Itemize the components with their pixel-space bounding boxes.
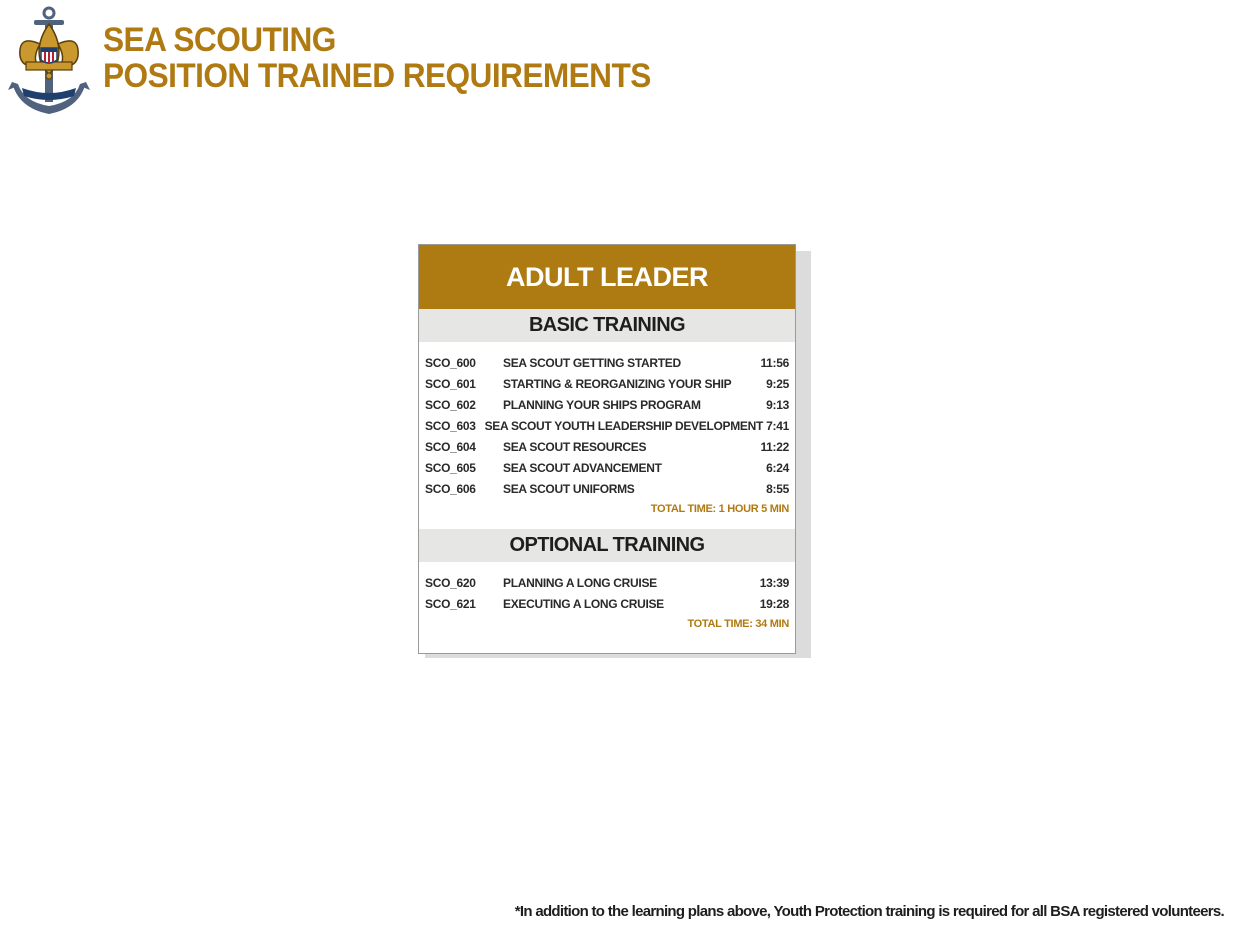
course-name: PLANNING A LONG CRUISE bbox=[503, 575, 657, 590]
course-time: 19:28 bbox=[759, 596, 789, 611]
course-name: PLANNING YOUR SHIPS PROGRAM bbox=[503, 397, 701, 412]
course-row bbox=[425, 394, 789, 415]
course-code: SCO_605 bbox=[425, 460, 476, 475]
page-title bbox=[103, 22, 651, 94]
basic-total-time: TOTAL TIME: 1 HOUR 5 MIN bbox=[650, 503, 789, 515]
course-code: SCO_600 bbox=[425, 355, 476, 370]
course-time: 11:22 bbox=[760, 439, 789, 454]
card-title: ADULT LEADER bbox=[419, 245, 795, 309]
course-name: EXECUTING A LONG CRUISE bbox=[503, 596, 664, 611]
course-time: 11:56 bbox=[760, 355, 789, 370]
youth-protection-footnote: *In addition to the learning plans above, Youth Protection training is required for all BSA registered volunteers. bbox=[514, 903, 1224, 920]
basic-training-list bbox=[419, 342, 795, 499]
course-code: SCO_604 bbox=[425, 439, 476, 454]
course-code: SCO_603 bbox=[425, 418, 476, 433]
course-row bbox=[425, 478, 789, 499]
course-row bbox=[425, 436, 789, 457]
sea-scouts-emblem-icon bbox=[8, 4, 90, 122]
course-time: 9:25 bbox=[766, 376, 789, 391]
course-name: SEA SCOUT GETTING STARTED bbox=[503, 355, 681, 370]
course-row bbox=[425, 457, 789, 478]
course-code: SCO_602 bbox=[425, 397, 476, 412]
course-row bbox=[425, 593, 789, 614]
title-line-1: SEA SCOUTING bbox=[103, 21, 336, 59]
sea-scouts-logo bbox=[8, 4, 90, 122]
course-name: STARTING & REORGANIZING YOUR SHIP bbox=[503, 376, 732, 391]
course-row bbox=[425, 415, 789, 436]
title-line-2: POSITION TRAINED REQUIREMENTS bbox=[103, 57, 651, 95]
course-code: SCO_621 bbox=[425, 596, 476, 611]
course-row bbox=[425, 352, 789, 373]
course-name: SEA SCOUT YOUTH LEADERSHIP DEVELOPMENT bbox=[484, 418, 764, 433]
course-time: 7:41 bbox=[766, 418, 789, 433]
course-code: SCO_620 bbox=[425, 575, 476, 590]
course-row bbox=[425, 572, 789, 593]
optional-training-heading: OPTIONAL TRAINING bbox=[419, 529, 795, 562]
course-name: SEA SCOUT RESOURCES bbox=[503, 439, 647, 454]
course-code: SCO_606 bbox=[425, 481, 476, 496]
optional-total-time: TOTAL TIME: 34 MIN bbox=[687, 618, 789, 630]
basic-training-heading: BASIC TRAINING bbox=[419, 309, 795, 342]
course-name: SEA SCOUT UNIFORMS bbox=[503, 481, 635, 496]
course-row bbox=[425, 373, 789, 394]
course-time: 6:24 bbox=[766, 460, 789, 475]
course-code: SCO_601 bbox=[425, 376, 476, 391]
optional-training-list bbox=[419, 562, 795, 614]
adult-leader-card bbox=[418, 244, 796, 654]
course-time: 9:13 bbox=[766, 397, 789, 412]
course-time: 8:55 bbox=[766, 481, 789, 496]
course-name: SEA SCOUT ADVANCEMENT bbox=[503, 460, 662, 475]
course-time: 13:39 bbox=[759, 575, 789, 590]
